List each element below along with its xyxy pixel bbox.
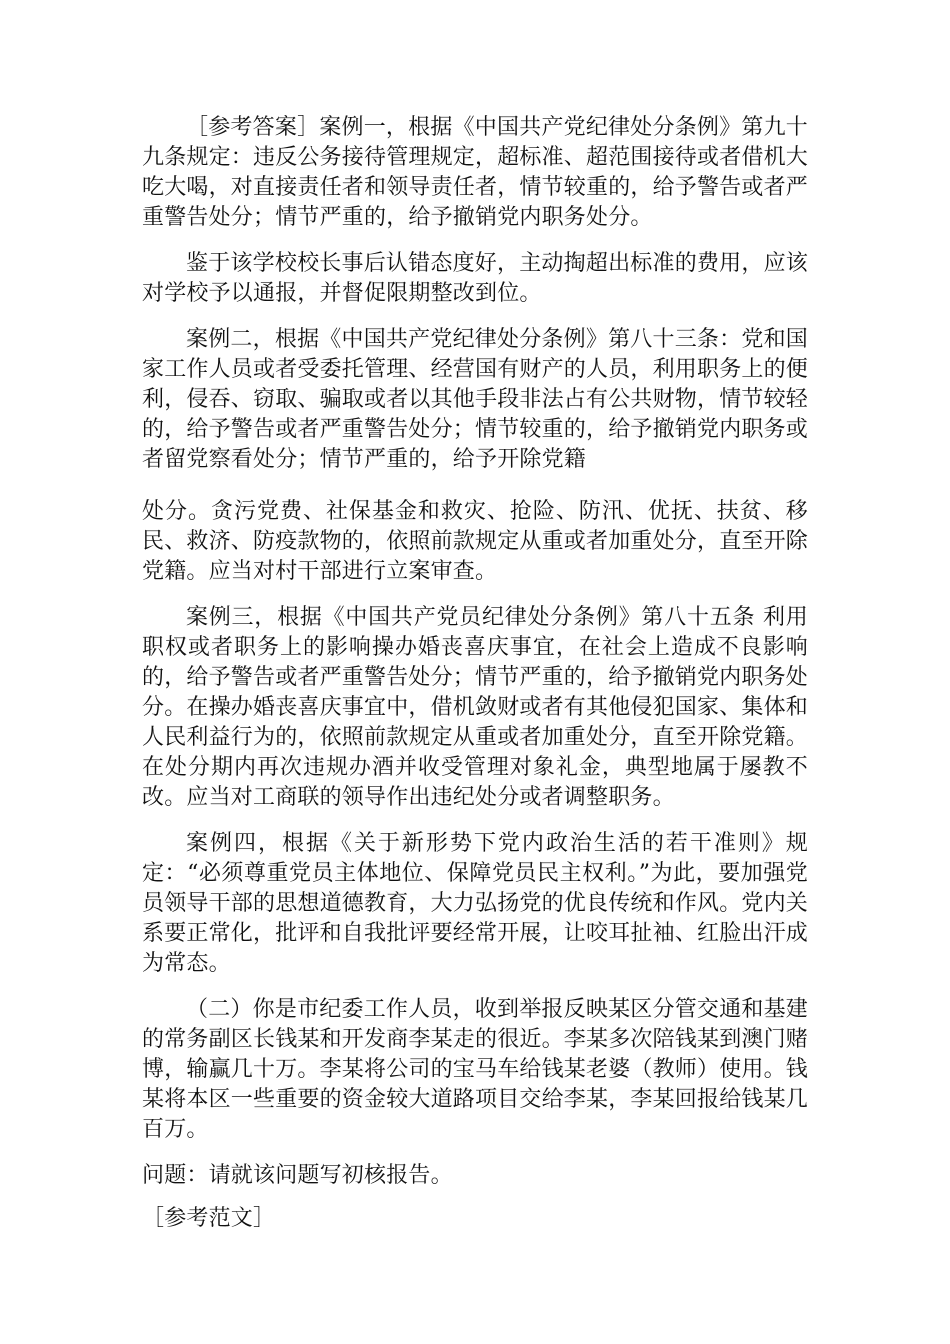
- paragraph-school-principal: 鉴于该学校校长事后认错态度好，主动掏超出标准的费用，应该对学校予以通报，并督促限期整改到位。: [142, 251, 808, 306]
- paragraph-question-two-scenario: （二）你是市纪委工作人员，收到举报反映某区分管交通和基建的常务副区长钱某和开发商李某走的很近。李某多次陪钱某到澳门赌博，输赢几十万。李某将公司的宝马车给钱某老婆（教师）使用。钱某将本区一些重要的资金较大道路项目交给李某，李某回报给钱某几百万。: [142, 997, 809, 1142]
- paragraph-case-three: 案例三，根据《中国共产党员纪律处分条例》第八十五条 利用职权或者职务上的影响操办婚丧喜庆事宜，在社会上造成不良影响的，给予警告或者严重警告处分；情节严重的，给予撤销党内职务处分。在操办婚丧喜庆事宜中，借机敛财或者有其他侵犯国家、集体和人民利益行为的，依照前款规定从重或者加重处分，直至开除党籍。在处分期内再次违规办酒并收受管理对象礼金，典型地属于屡教不改。应当对工商联的领导作出违纪处分或者调整职务。: [142, 605, 809, 810]
- paragraph-case-two-continued: 处分。贪污党费、社保基金和救灾、抢险、防汛、优抚、扶贫、移民、救济、防疫款物的，依照前款规定从重或者加重处分，直至开除党籍。应当对村干部进行立案审查。: [142, 499, 809, 584]
- paragraph-reference-sample: ［参考范文］: [142, 1206, 276, 1231]
- paragraph-case-four: 案例四，根据《关于新形势下党内政治生活的若干准则》规定：“必须尊重党员主体地位、保障党员民主权利。”为此，要加强党员领导干部的思想道德教育，大力弘扬党的优良传统和作风。党内关系要正常化，批评和自我批评要经常开展，让咬耳扯袖、红脸出汗成为常态。: [142, 831, 809, 976]
- paragraph-question: 问题：请就该问题写初核报告。: [142, 1163, 453, 1188]
- paragraph-case-two: 案例二，根据《中国共产党纪律处分条例》第八十三条：党和国家工作人员或者受委托管理、经营国有财产的人员，利用职务上的便利，侵吞、窃取、骗取或者以其他手段非法占有公共财物，情节较轻的，给予警告或者严重警告处分；情节较重的，给予撤销党内职务或者留党察看处分；情节严重的，给予开除党籍: [142, 327, 809, 472]
- document-body: [142, 113, 808, 1250]
- paragraph-answer-case-one: ［参考答案］案例一，根据《中国共产党纪律处分条例》第九十九条规定：违反公务接待管理规定，超标准、超范围接待或者借机大吃大喝，对直接责任者和领导责任者，情节较重的，给予警告或者严重警告处分；情节严重的，给予撤销党内职务处分。: [142, 115, 809, 230]
